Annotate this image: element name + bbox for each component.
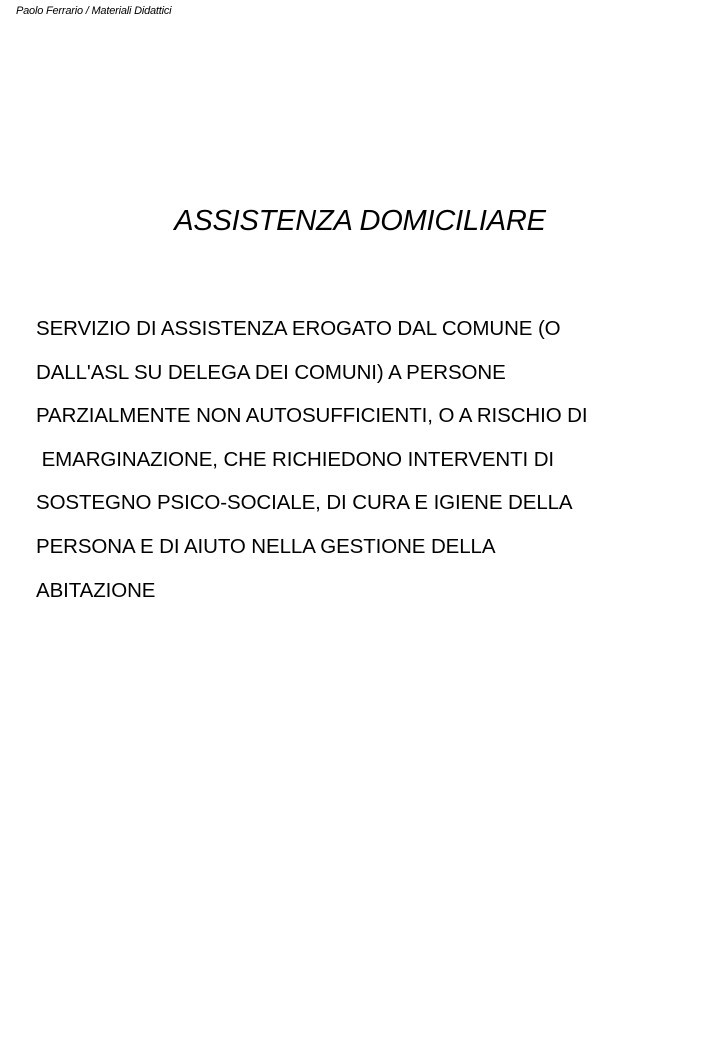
body-line: EMARGINAZIONE, CHE RICHIEDONO INTERVENTI DI [36, 447, 555, 471]
body-line: ABITAZIONE [36, 578, 156, 602]
body-line: DALL'ASL SU DELEGA DEI COMUNI) A PERSONE [36, 360, 506, 384]
body-line: SERVIZIO DI ASSISTENZA EROGATO DAL COMUNE (O [36, 317, 561, 340]
body-line: PARZIALMENTE NON AUTOSUFFICIENTI, O A RISCHIO DI [36, 404, 588, 428]
body-line: PERSONA E DI AIUTO NELLA GESTIONE DELLA [36, 534, 496, 558]
header-note: Paolo Ferrario / Materiali Didattici [16, 5, 172, 17]
body-paragraph [36, 315, 720, 620]
page-title: ASSISTENZA DOMICILIARE [174, 205, 546, 237]
body-line: SOSTEGNO PSICO-SOCIALE, DI CURA E IGIENE DELLA [36, 491, 573, 515]
